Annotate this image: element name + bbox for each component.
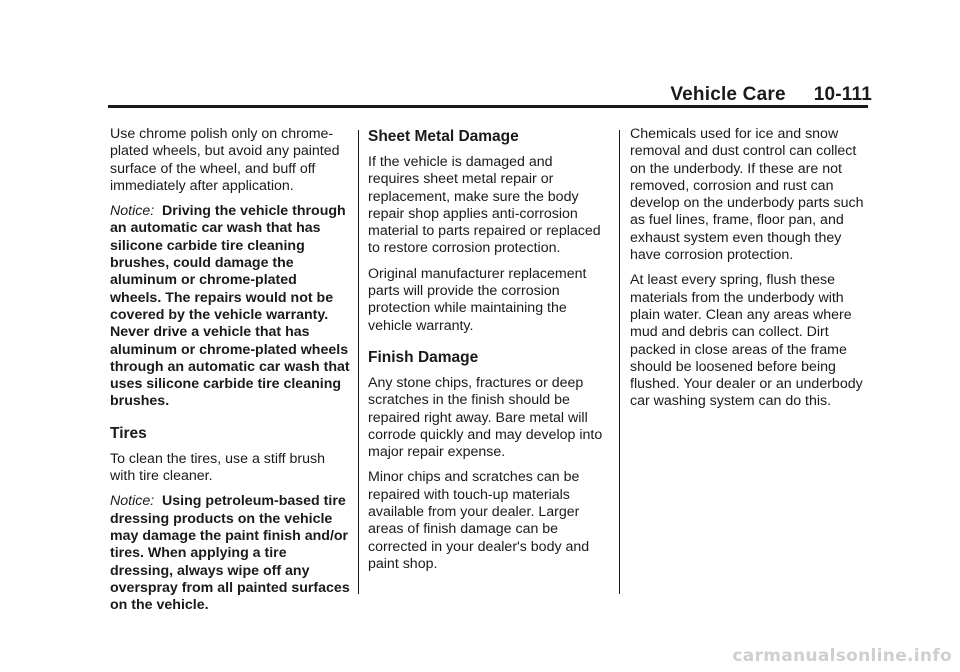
notice xyxy=(110,493,350,614)
section-title: Vehicle Care xyxy=(670,84,786,105)
column-3 xyxy=(630,126,870,419)
header-rule xyxy=(108,105,868,108)
heading-tires: Tires xyxy=(110,424,147,442)
column-divider xyxy=(619,130,620,594)
column-1 xyxy=(110,126,350,622)
paragraph: To clean the tires, use a stiff brush with tire cleaner. xyxy=(110,450,326,485)
paragraph: Minor chips and scratches can be repaired with touch-up materials available from your dealer. Larger areas of finish damage can be corrected in your dealer's body and paint shop. xyxy=(368,469,590,572)
paragraph: Any stone chips, fractures or deep scratches in the finish should be repaired right away. Bare metal will corrode quickly and may develop into major repair expense. xyxy=(368,374,603,461)
paragraph: At least every spring, flush these materials from the underbody with plain water. Clean any areas where mud and debris can collect. Dirt packed in close areas of the frame should be loosened before being flushed. Your dealer or an underbody car washing system can do this. xyxy=(630,272,863,410)
notice-text: Driving the vehicle through an automatic car wash that has silicone carbide tire cleaning brushes, could damage the aluminum or chrome-plated wheels. The repairs would not be covered by the vehicle warranty. Never drive a vehicle that has aluminum or chrome-plated wheels through an automatic car wash that uses silicone carbide tire cleaning brushes. xyxy=(110,203,350,410)
column-divider xyxy=(358,130,359,594)
paragraph: If the vehicle is damaged and requires sheet metal repair or replacement, make sure the body repair shop applies anti-corrosion material to parts repaired or replaced to restore corrosion protection. xyxy=(368,154,601,257)
page-header xyxy=(670,84,872,106)
page-number: 10-111 xyxy=(813,84,872,105)
paragraph: Use chrome polish only on chrome-plated wheels, but avoid any painted surface of the wheel, and buff off immediately after application. xyxy=(110,126,340,194)
heading-finish-damage: Finish Damage xyxy=(368,348,479,366)
notice xyxy=(110,203,350,411)
watermark-logo: carmanualsonline.info xyxy=(732,646,952,666)
column-2 xyxy=(368,126,606,581)
heading-sheet-metal-damage: Sheet Metal Damage xyxy=(368,128,519,145)
notice-label: Notice: xyxy=(110,203,155,220)
notice-text: Using petroleum-based tire dressing products on the vehicle may damage the paint finish and/or tires. When applying a tire dressing, always wipe off any overspray from all painted surfaces on the vehicle. xyxy=(110,493,350,614)
notice-label: Notice: xyxy=(110,493,155,510)
paragraph: Chemicals used for ice and snow removal and dust control can collect on the underbody. If these are not removed, corrosion and rust can develop on the underbody parts such as fuel lines, frame, floor pan, and exhaust system even though they have corrosion protection. xyxy=(630,126,864,264)
paragraph: Original manufacturer replacement parts will provide the corrosion protection while maintaining the vehicle warranty. xyxy=(368,265,587,334)
